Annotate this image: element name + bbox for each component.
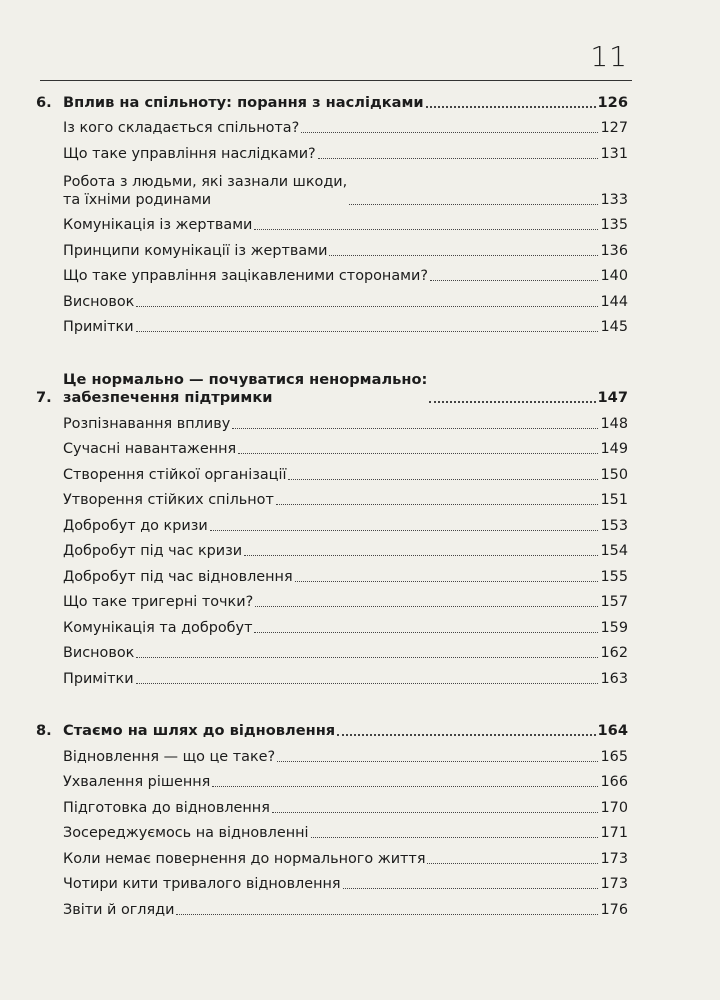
toc-entry <box>36 209 628 235</box>
dot-leader <box>136 306 598 307</box>
dot-leader <box>277 761 598 762</box>
entry-title-line: Примітки <box>63 319 134 335</box>
entry-page-number: 162 <box>600 645 628 661</box>
toc-entry <box>36 791 628 817</box>
entry-title <box>63 799 270 817</box>
toc-entry <box>36 484 628 510</box>
entry-title-line: Комунікація із жертвами <box>63 217 253 233</box>
toc-entry <box>36 285 628 311</box>
entry-page-number: 166 <box>600 774 628 790</box>
toc-entry <box>36 509 628 535</box>
chapter-title-line: Це нормально — почуватися ненормально: <box>63 371 428 388</box>
entry-title-line: Добробут під час відновлення <box>63 568 293 585</box>
dot-leader <box>244 555 598 556</box>
chapter-section <box>36 363 628 688</box>
entry-title-line: Висновок <box>63 645 135 661</box>
toc-entry <box>36 163 628 209</box>
dot-leader <box>272 812 598 813</box>
toc-entry <box>36 560 628 586</box>
entry-title-line: Утворення стійких спільнот <box>63 492 274 508</box>
toc-entry <box>36 586 628 612</box>
entry-title <box>63 242 327 260</box>
dot-leader <box>255 606 598 607</box>
entry-title-line: Примітки <box>63 670 134 687</box>
entry-title <box>63 267 428 285</box>
dot-leader <box>349 204 598 205</box>
dot-leader <box>343 888 598 889</box>
entry-page-number: 159 <box>600 619 628 636</box>
entry-title <box>63 145 316 163</box>
entry-title <box>63 670 134 688</box>
dot-leader <box>136 657 598 658</box>
entry-page-number: 154 <box>600 543 628 559</box>
entry-title <box>63 542 242 560</box>
entry-page-number: 148 <box>600 415 628 432</box>
toc-entry <box>36 458 628 484</box>
chapter-title-line: Вплив на спільноту: порання з наслідками <box>63 93 424 111</box>
entry-title-line: Розпізнавання впливу <box>63 415 231 432</box>
dot-leader <box>426 106 596 108</box>
entry-page-number: 157 <box>600 594 628 610</box>
dot-leader <box>212 786 598 787</box>
entry-page-number: 144 <box>600 293 628 310</box>
chapter-title <box>63 371 427 407</box>
entry-title <box>63 119 299 137</box>
entry-page-number: 136 <box>600 242 628 259</box>
dot-leader <box>429 401 595 403</box>
chapter-title <box>63 94 424 112</box>
dot-leader <box>136 683 598 684</box>
entry-title-line: Із кого складається спільнота? <box>63 120 300 136</box>
dot-leader <box>210 530 598 531</box>
dot-leader <box>254 229 598 230</box>
entry-title-line: Робота з людьми, які зазнали шкоди, <box>63 173 348 190</box>
header-rule <box>40 80 632 81</box>
dot-leader <box>176 914 598 915</box>
entry-page-number: 151 <box>600 492 628 508</box>
dot-leader <box>329 255 598 256</box>
entry-title-line: Коли немає повернення до нормального життя <box>63 850 426 867</box>
dot-leader <box>337 734 595 736</box>
entry-title <box>63 491 274 509</box>
toc-entry <box>36 112 628 138</box>
entry-title <box>63 517 208 535</box>
chapter-page-number: 126 <box>597 93 628 111</box>
entry-title-line: Створення стійкої організації <box>63 466 287 483</box>
dot-leader <box>295 581 598 582</box>
entry-title <box>63 875 341 893</box>
toc-entry <box>36 535 628 561</box>
entry-title-line: Висновок <box>63 293 135 310</box>
chapter-heading <box>36 86 628 112</box>
chapter-number: 7. <box>36 389 52 406</box>
entry-page-number: 171 <box>600 825 628 841</box>
toc-entry <box>36 637 628 663</box>
dot-leader <box>427 863 598 864</box>
entry-title <box>63 415 230 433</box>
chapter-title <box>63 722 335 740</box>
entry-title <box>63 824 309 842</box>
dot-leader <box>232 428 598 429</box>
toc-entry <box>36 407 628 433</box>
toc-entry <box>36 433 628 459</box>
toc-entry <box>36 662 628 688</box>
entry-page-number: 140 <box>600 268 628 284</box>
toc-entry <box>36 234 628 260</box>
dot-leader <box>254 632 598 633</box>
entry-title <box>63 644 134 662</box>
entry-page-number: 173 <box>600 850 628 867</box>
chapter-title-line: забезпечення підтримки <box>63 389 273 406</box>
entry-page-number: 131 <box>600 145 628 162</box>
entry-page-number: 163 <box>600 670 628 687</box>
dot-leader <box>318 158 598 159</box>
entry-title-line: Чотири кити тривалого відновлення <box>63 876 341 892</box>
entry-title <box>63 773 210 791</box>
toc-entry <box>36 311 628 337</box>
dot-leader <box>288 479 598 480</box>
entry-title <box>63 619 252 637</box>
entry-page-number: 145 <box>600 319 628 335</box>
entry-title <box>63 293 134 311</box>
table-of-contents <box>36 86 628 946</box>
toc-entry <box>36 611 628 637</box>
dot-leader <box>311 837 598 838</box>
entry-title-line: Комунікація та добробут <box>63 619 253 636</box>
toc-entry <box>36 260 628 286</box>
entry-title <box>63 901 174 919</box>
entry-title-line: Добробут до кризи <box>63 517 208 534</box>
entry-title <box>63 593 253 611</box>
entry-page-number: 135 <box>600 217 628 233</box>
dot-leader <box>238 453 598 454</box>
entry-title <box>63 850 425 868</box>
toc-entry <box>36 817 628 843</box>
dot-leader <box>430 280 598 281</box>
entry-title-line: Добробут під час кризи <box>63 543 243 559</box>
toc-entry <box>36 893 628 919</box>
dot-leader <box>276 504 598 505</box>
entry-title <box>63 466 286 484</box>
entry-title-line: Що таке тригерні точки? <box>63 594 254 610</box>
chapter-heading <box>36 363 628 407</box>
toc-entry <box>36 868 628 894</box>
toc-entry <box>36 842 628 868</box>
entry-title-line: Сучасні навантаження <box>63 441 237 457</box>
entry-page-number: 170 <box>600 799 628 816</box>
chapter-heading <box>36 715 628 741</box>
chapter-page-number: 147 <box>597 389 628 406</box>
entry-title <box>63 318 134 336</box>
entry-title-line: та їхніми родинами <box>63 191 212 208</box>
entry-page-number: 176 <box>600 901 628 918</box>
entry-title-line: Звіти й огляди <box>63 901 175 918</box>
entry-page-number: 133 <box>600 191 628 208</box>
entry-title <box>63 568 293 586</box>
chapter-page-number: 164 <box>597 722 628 739</box>
entry-title-line: Зосереджуємось на відновленні <box>63 825 309 841</box>
entry-title-line: Що таке управління зацікавленими сторонами? <box>63 268 429 284</box>
entry-title-line: Що таке управління наслідками? <box>63 145 316 162</box>
dot-leader <box>136 331 598 332</box>
entry-title-line: Ухвалення рішення <box>63 774 211 790</box>
chapter-section <box>36 715 628 919</box>
entry-page-number: 153 <box>600 517 628 534</box>
entry-title-line: Підготовка до відновлення <box>63 799 270 816</box>
toc-entry <box>36 137 628 163</box>
entry-page-number: 149 <box>600 441 628 457</box>
entry-title <box>63 216 252 234</box>
entry-title-line: Принципи комунікації із жертвами <box>63 242 328 259</box>
chapter-section <box>36 86 628 336</box>
entry-title <box>63 173 347 209</box>
page-number: 11 <box>590 40 628 73</box>
entry-title-line: Відновлення — що це таке? <box>63 748 276 765</box>
entry-page-number: 173 <box>600 876 628 892</box>
chapter-number: 6. <box>36 93 52 111</box>
entry-title <box>63 440 236 458</box>
entry-page-number: 150 <box>600 466 628 483</box>
entry-page-number: 165 <box>600 748 628 765</box>
toc-entry <box>36 766 628 792</box>
toc-entry <box>36 740 628 766</box>
chapter-number: 8. <box>36 722 52 739</box>
entry-title <box>63 748 275 766</box>
entry-page-number: 127 <box>600 120 628 136</box>
entry-page-number: 155 <box>600 568 628 585</box>
dot-leader <box>301 132 598 133</box>
chapter-title-line: Стаємо на шлях до відновлення <box>63 722 336 739</box>
